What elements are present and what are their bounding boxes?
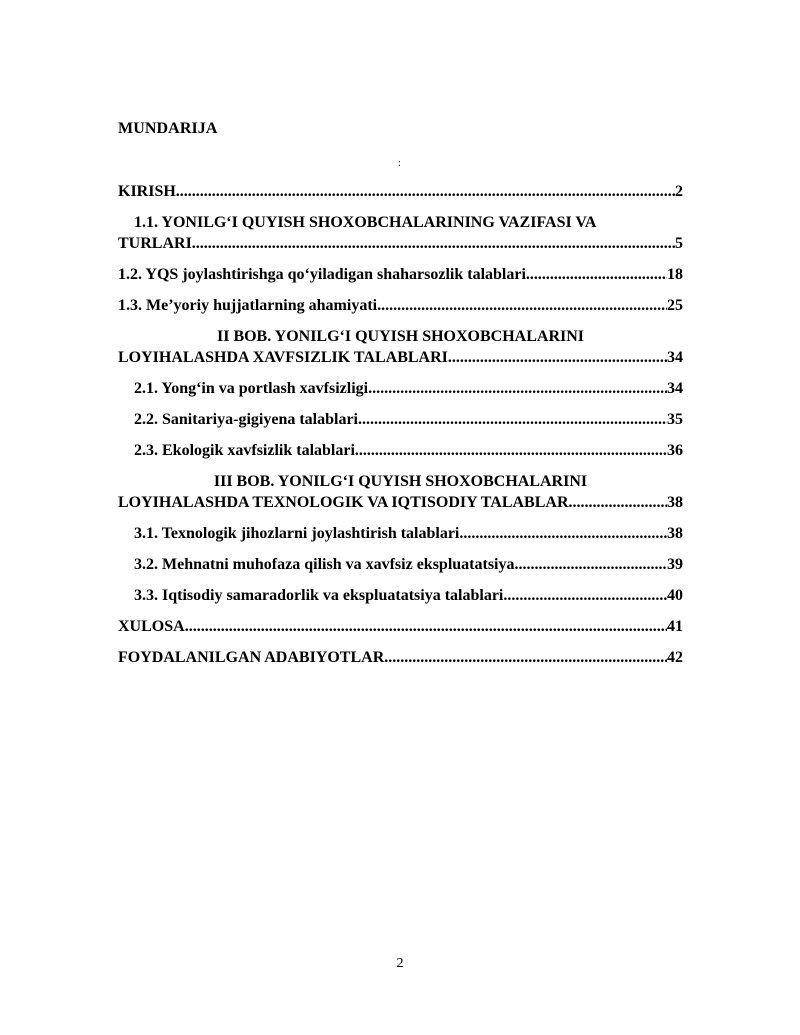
toc-entry-3-2[interactable] (118, 554, 683, 575)
toc-entry-label: 2.1. Yong‘in va portlash xavfsizligi (134, 380, 369, 397)
toc-entry-label: 1.2. YQS joylashtirishga qo‘yiladigan shaharsozlik talablari (118, 266, 526, 283)
toc-entry-page: 38 (667, 525, 683, 542)
toc-entry-label: 3.2. Mehnatni muhofaza qilish va xavfsiz ekspluatatsiya (134, 556, 515, 573)
toc-entry-label-line2: LOYIHALASHDA XAVFSIZLIK TALABLARI (118, 349, 448, 366)
toc-entry-page: 35 (667, 411, 683, 428)
toc-heading: MUNDARIJA (118, 120, 218, 137)
toc-entry-page: 34 (667, 380, 683, 397)
dot-leader (185, 616, 667, 637)
toc-entry-label: FOYDALANILGAN ADABIYOTLAR (118, 649, 385, 666)
small-mark: : (398, 158, 401, 169)
dot-leader (448, 347, 667, 368)
dot-leader (384, 647, 667, 668)
toc-entry-2-1[interactable] (118, 378, 683, 399)
toc-entry-label: 2.2. Sanitariya-gigiyena talablari (134, 411, 358, 428)
page-number: 2 (396, 956, 404, 971)
dot-leader (514, 554, 667, 575)
dot-leader (569, 492, 668, 513)
toc-entry-page: 36 (667, 442, 683, 459)
toc-entry-label-line1: 1.1. YONILG‘I QUYISH SHOXOBCHALARINING VAZIFASI VA (134, 214, 597, 231)
toc-entry-label: 3.1. Texnologik jihozlarni joylashtirish talablari (134, 525, 460, 542)
table-of-contents (118, 181, 683, 678)
dot-leader (192, 233, 675, 254)
toc-entry-1-1[interactable] (118, 212, 683, 254)
toc-entry-3-1[interactable] (118, 523, 683, 544)
dot-leader (526, 264, 667, 285)
toc-entry-1-2[interactable] (118, 264, 683, 285)
toc-entry-label: 1.3. Me’yoriy hujjatlarning ahamiyati (118, 297, 378, 314)
toc-entry-page: 18 (667, 266, 683, 283)
toc-entry-page: 42 (667, 649, 683, 666)
toc-entry-2-2[interactable] (118, 409, 683, 430)
toc-entry-label: 3.3. Iqtisodiy samaradorlik va ekspluatatsiya talablari (134, 587, 504, 604)
toc-entry-page: 41 (667, 618, 683, 635)
dot-leader (176, 181, 675, 202)
toc-entry-label: KIRISH (118, 183, 176, 200)
toc-entry-3-3[interactable] (118, 585, 683, 606)
toc-entry-page: 25 (667, 297, 683, 314)
toc-entry-label-line1: III BOB. YONILG‘I QUYISH SHOXOBCHALARINI (213, 473, 588, 490)
toc-entry-label-line2: TURLARI (118, 235, 192, 252)
toc-entry-label-line2: LOYIHALASHDA TEXNOLOGIK VA IQTISODIY TALABLAR (118, 494, 569, 511)
toc-entry-kirish[interactable] (118, 181, 683, 202)
toc-entry-chapter-2[interactable] (118, 326, 683, 368)
toc-entry-page: 39 (667, 556, 683, 573)
toc-entry-page: 2 (675, 183, 683, 200)
dot-leader (503, 585, 667, 606)
dot-leader (377, 295, 667, 316)
toc-entry-label-line1: II BOB. YONILG‘I QUYISH SHOXOBCHALARINI (216, 328, 585, 345)
toc-entry-1-3[interactable] (118, 295, 683, 316)
toc-entry-xulosa[interactable] (118, 616, 683, 637)
dot-leader (368, 378, 667, 399)
toc-entry-page: 34 (667, 349, 683, 366)
dot-leader (358, 409, 667, 430)
toc-entry-label: XULOSA (118, 618, 185, 635)
dot-leader (459, 523, 667, 544)
toc-entry-chapter-3[interactable] (118, 471, 683, 513)
toc-entry-2-3[interactable] (118, 440, 683, 461)
toc-entry-references[interactable] (118, 647, 683, 668)
toc-entry-page: 5 (675, 235, 683, 252)
toc-entry-page: 38 (667, 494, 683, 511)
toc-entry-label: 2.3. Ekologik xavfsizlik talablari (134, 442, 355, 459)
toc-entry-page: 40 (667, 587, 683, 604)
dot-leader (355, 440, 667, 461)
